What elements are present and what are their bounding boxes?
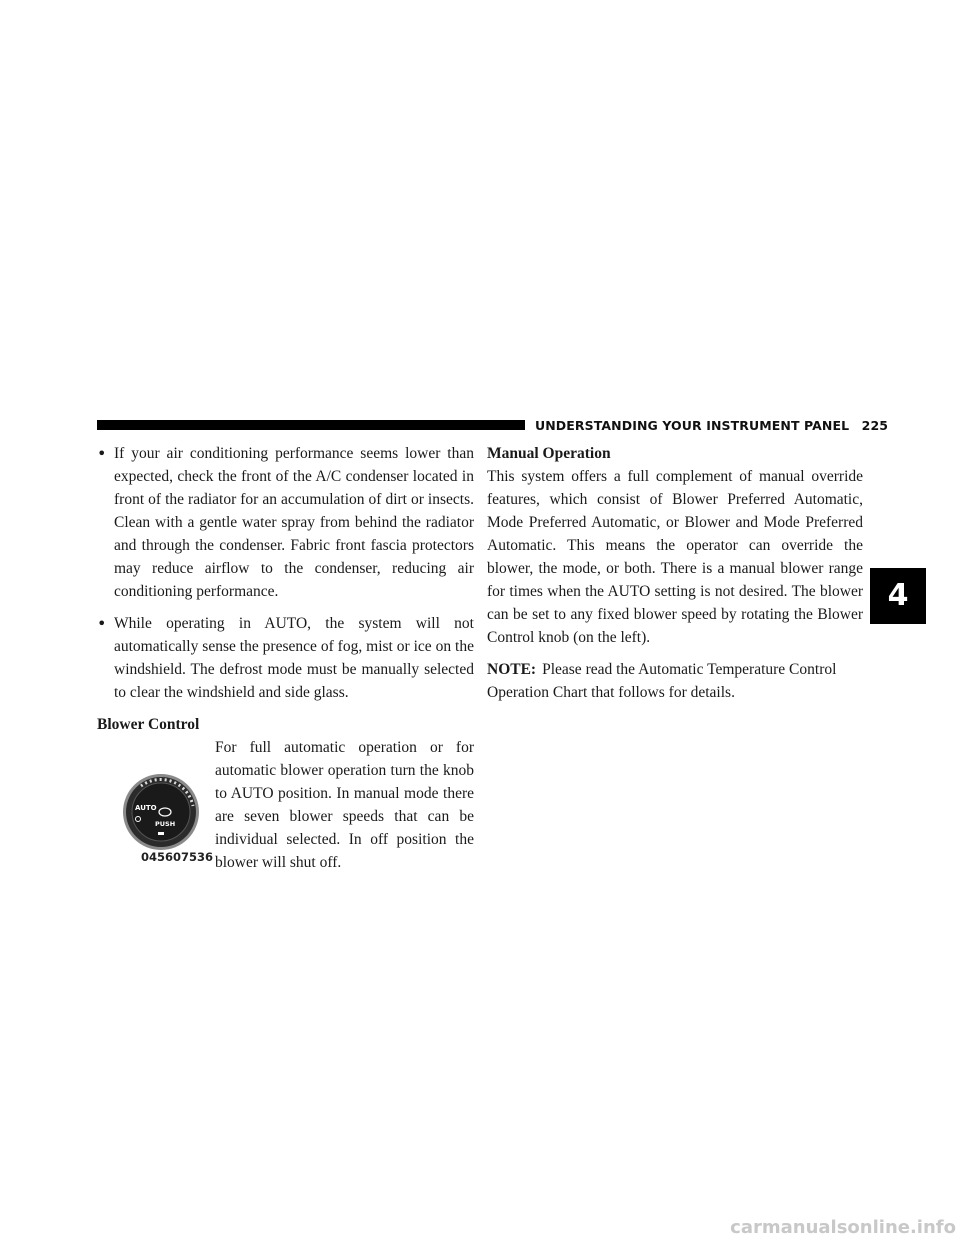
manual-operation-heading: Manual Operation <box>487 445 611 462</box>
page-number: 225 <box>861 418 889 433</box>
blower-control-heading: Blower Control <box>97 716 200 733</box>
header-rule <box>97 420 525 430</box>
note-text: Please read the Automatic Temperature Control Operation Chart that follows for details. <box>487 661 837 701</box>
watermark: carmanualsonline.info <box>730 1217 956 1238</box>
right-column <box>487 442 863 704</box>
blower-control-block <box>97 736 474 871</box>
blower-control-text: For full automatic operation or for automatic blower operation turn the knob to AUTO position. In manual mode there are seven blower speeds that can be individual selected. In off position the blower will shut off. <box>215 739 474 871</box>
knob-push-label: PUSH <box>155 820 176 828</box>
knob-auto-label: AUTO <box>135 804 157 812</box>
bullet-icon: • <box>97 444 107 463</box>
manual-operation-text: This system offers a full complement of manual override features, which consist of Blower Preferred Automatic, Mode Preferred Automatic, or Blower and Mode Preferred Automatic. This means the operator can override the blower, the mode, or both. There is a manual blower range for times when the AUTO setting is not desired. The blower can be set to any fixed blower speed by rotating the Blower Control knob (on the left). <box>487 468 863 646</box>
note-paragraph <box>487 658 863 704</box>
bullet-text: If your air conditioning performance seems lower than expected, check the front of the A/C condenser located in front of the radiator for an accumulation of dirt or insects. Clean with a gentle water spray from behind the radiator and through the condenser. Fabric front fascia protectors may reduce airflow to the condenser, reducing air conditioning performance. <box>114 445 474 600</box>
bullet-icon: • <box>97 614 107 633</box>
blower-knob-icon <box>111 762 214 864</box>
left-column <box>97 442 474 871</box>
figure-id: 045607536 <box>141 850 214 864</box>
list-item <box>97 612 474 704</box>
list-item <box>97 442 474 603</box>
bullet-text: While operating in AUTO, the system will not automatically sense the presence of fog, mist or ice on the windshield. The defrost mode must be manually selected to clear the windshield and side glass. <box>114 615 474 701</box>
page-header <box>535 418 889 433</box>
section-title: UNDERSTANDING YOUR INSTRUMENT PANEL <box>535 418 850 433</box>
chapter-tab: 4 <box>870 568 926 624</box>
note-label: NOTE: <box>487 661 537 678</box>
